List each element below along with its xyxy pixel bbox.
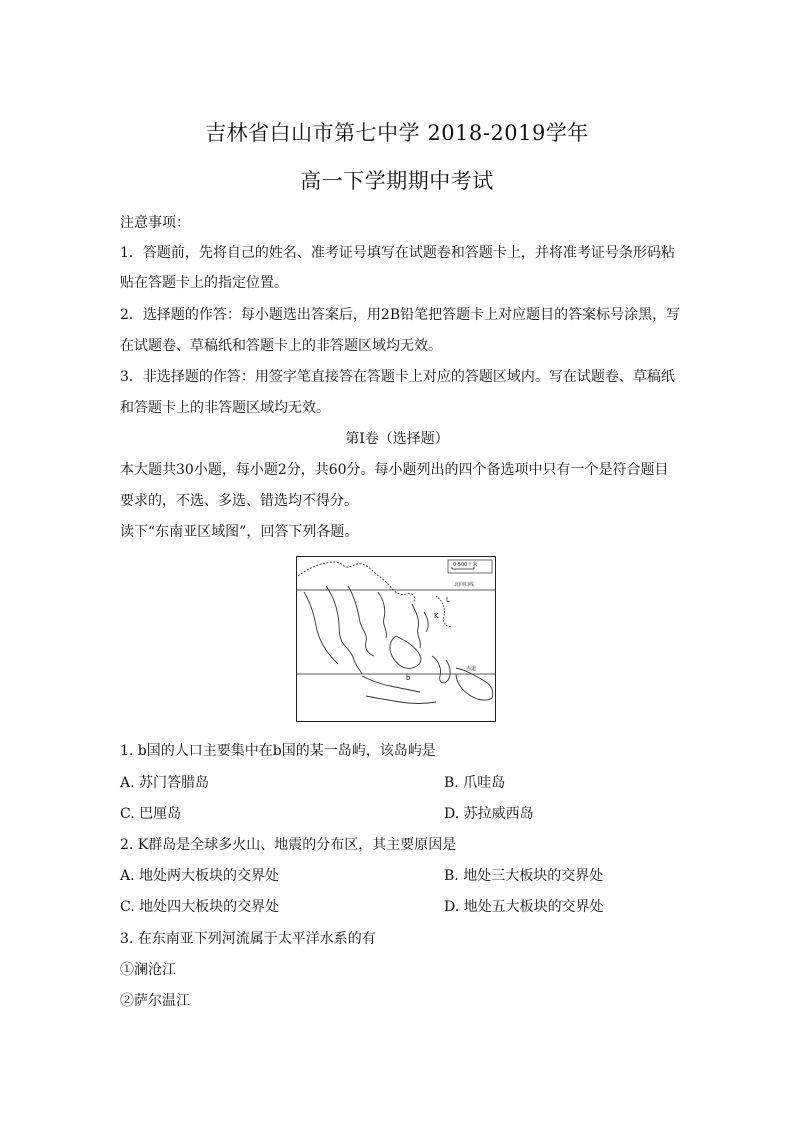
q1-stem: 1. b国的人口主要集中在b国的某一岛屿，该岛屿是 bbox=[120, 743, 436, 759]
q3-stem: 3. 在东南亚下列河流属于太平洋水系的有 bbox=[120, 931, 376, 947]
map-letter-b: b bbox=[406, 674, 411, 682]
q2-option-d: D. 地处五大板块的交界处 bbox=[444, 899, 604, 915]
notice-item-1-line-2: 贴在答题卡上的指定位置。 bbox=[120, 275, 288, 291]
read-prompt: 读下“东南亚区域图”，回答下列各题。 bbox=[120, 524, 359, 540]
notice-item-1-line-1: 1．答题前，先将自己的姓名、准考证号填写在试题卷和答题卡上，并将准考证号条形码粘 bbox=[120, 245, 675, 261]
q3-option-2: ②萨尔温江 bbox=[120, 993, 190, 1009]
notice-item-2-line-2: 在试题卷、草稿纸和答题卡上的非答题区域均无效。 bbox=[120, 338, 442, 354]
q1-option-d: D. 苏拉威西岛 bbox=[444, 806, 534, 822]
page-subtitle: 高一下学期期中考试 bbox=[300, 169, 494, 193]
q1-option-c: C. 巴厘岛 bbox=[120, 806, 182, 822]
section-intro-line-1: 本大题共30小题，每小题2分，共60分。每小题列出的四个备选项中只有一个是符合题目 bbox=[120, 462, 669, 478]
map-letter-l: L bbox=[446, 596, 450, 604]
page-title: 吉林省白山市第七中学 2018-2019学年 bbox=[205, 121, 589, 145]
notice-item-3-line-2: 和答题卡上的非答题区域均无效。 bbox=[120, 400, 330, 416]
southeast-asia-map bbox=[296, 556, 496, 722]
notice-item-3-line-1: 3．非选择题的作答：用签字笔直接答在答题卡上对应的答题区域内。写在试题卷、草稿纸 bbox=[120, 369, 675, 385]
q2-option-a: A. 地处两大板块的交界处 bbox=[120, 868, 280, 884]
scale-bar bbox=[448, 560, 492, 573]
equator-label: 赤道 bbox=[466, 666, 477, 672]
q1-option-a: A. 苏门答腊岛 bbox=[120, 775, 210, 791]
section-intro-line-2: 要求的，不选、多选、错选均不得分。 bbox=[120, 493, 358, 509]
q2-option-b: B. 地处三大板块的交界处 bbox=[444, 868, 604, 884]
q3-option-1: ①澜沧江 bbox=[120, 962, 176, 978]
section-title: 第Ⅰ卷（选择题） bbox=[345, 431, 449, 447]
q2-option-c: C. 地处四大板块的交界处 bbox=[120, 899, 280, 915]
notice-heading: 注意事项： bbox=[120, 215, 190, 231]
q1-option-b: B. 爪哇岛 bbox=[444, 775, 506, 791]
tropic-label: 北回归线 bbox=[454, 582, 475, 588]
notice-item-2-line-1: 2．选择题的作答：每小题选出答案后，用2B铅笔把答题卡上对应题目的答案标号涂黑，写 bbox=[120, 307, 681, 323]
scale-label: 0 500千米 bbox=[453, 562, 478, 568]
map-letter-k: K bbox=[434, 612, 439, 620]
q2-stem: 2. K群岛是全球多火山、地震的分布区，其主要原因是 bbox=[120, 837, 457, 853]
